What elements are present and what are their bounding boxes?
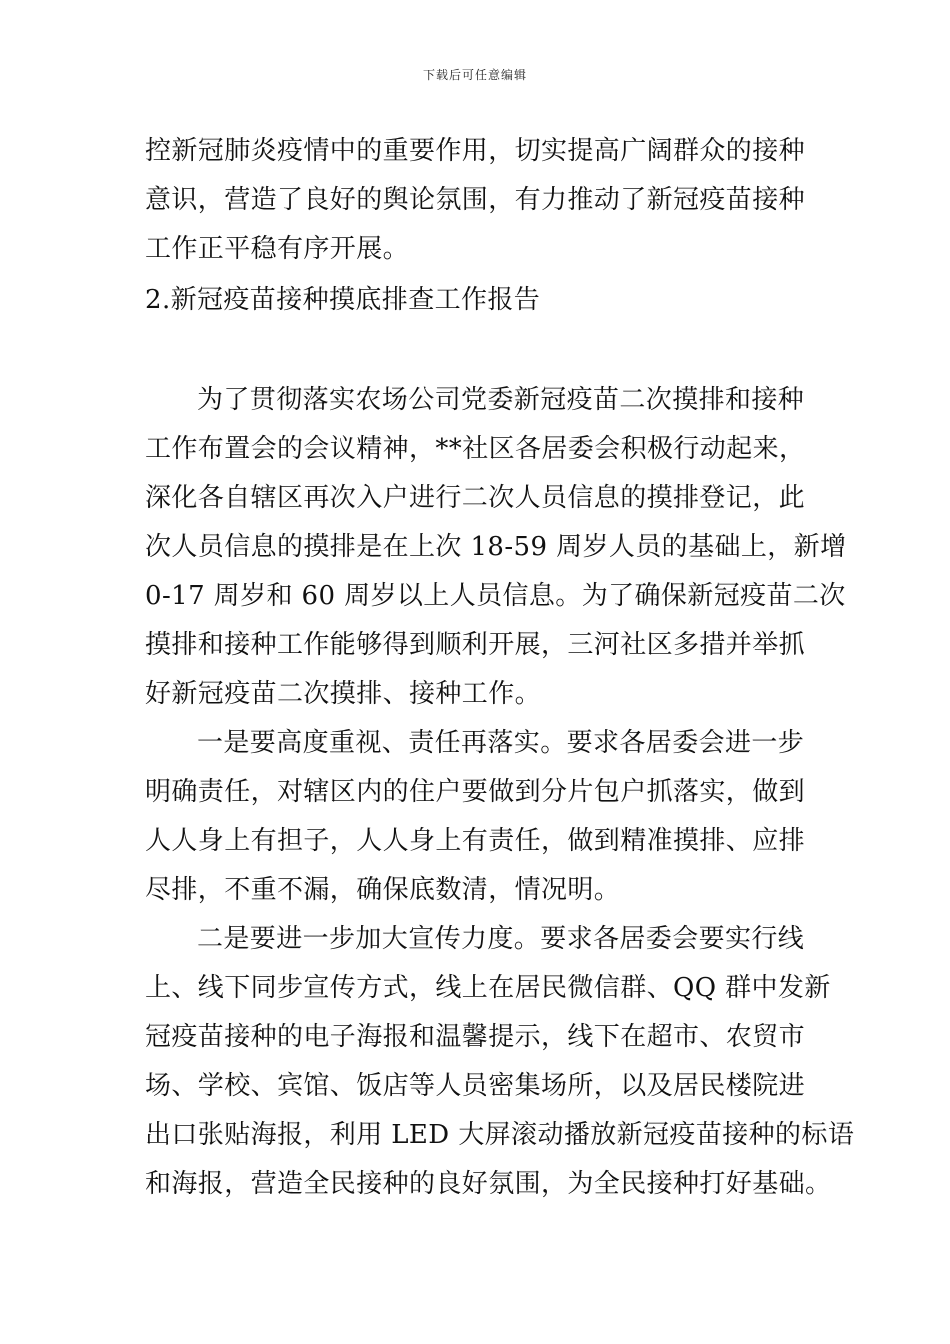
text-line: 工作正平稳有序开展。	[145, 234, 410, 264]
text-line: 人人身上有担子，人人身上有责任，做到精准摸排、应排	[145, 826, 806, 856]
text-line: 0-17 周岁和 60 周岁以上人员信息。为了确保新冠疫苗二次	[145, 581, 846, 611]
text-line: 次人员信息的摸排是在上次 18-59 周岁人员的基础上，新增	[145, 532, 847, 562]
download-note: 下载后可任意编辑	[422, 68, 527, 82]
text-line: 冠疫苗接种的电子海报和温馨提示，线下在超市、农贸市	[145, 1022, 806, 1052]
intro-paragraph	[145, 127, 810, 274]
text-line: 出口张贴海报，利用 LED 大屏滚动播放新冠疫苗接种的标语	[145, 1120, 855, 1150]
text-line: 意识，营造了良好的舆论氛围，有力推动了新冠疫苗接种	[145, 185, 806, 215]
report-body	[145, 376, 855, 1209]
text-line: 控新冠肺炎疫情中的重要作用，切实提高广阔群众的接种	[145, 136, 806, 166]
text-line: 工作布置会的会议精神，**社区各居委会积极行动起来，	[145, 434, 806, 464]
text-line: 和海报，营造全民接种的良好氛围，为全民接种打好基础。	[145, 1169, 832, 1199]
text-line: 摸排和接种工作能够得到顺利开展，三河社区多措并举抓	[145, 630, 806, 660]
text-line: 二是要进一步加大宣传力度。要求各居委会要实行线	[197, 924, 805, 954]
text-line: 明确责任，对辖区内的住户要做到分片包户抓落实，做到	[145, 777, 806, 807]
text-line: 场、学校、宾馆、饭店等人员密集场所，以及居民楼院进	[145, 1071, 806, 1101]
text-line: 好新冠疫苗二次摸排、接种工作。	[145, 679, 542, 709]
text-line: 一是要高度重视、责任再落实。要求各居委会进一步	[197, 728, 805, 758]
text-line: 为了贯彻落实农场公司党委新冠疫苗二次摸排和接种	[197, 385, 805, 415]
section-heading: 2.新冠疫苗接种摸底排查工作报告	[145, 285, 541, 315]
section-heading-block	[145, 276, 810, 325]
text-line: 上、线下同步宣传方式，线上在居民微信群、QQ 群中发新	[145, 973, 831, 1003]
text-line: 尽排，不重不漏，确保底数清，情况明。	[145, 875, 621, 905]
paragraph-responsibility	[145, 719, 810, 915]
paragraph-intro	[145, 376, 847, 719]
paragraph-publicity	[145, 915, 855, 1209]
text-line: 深化各自辖区再次入户进行二次人员信息的摸排登记，此	[145, 483, 806, 513]
